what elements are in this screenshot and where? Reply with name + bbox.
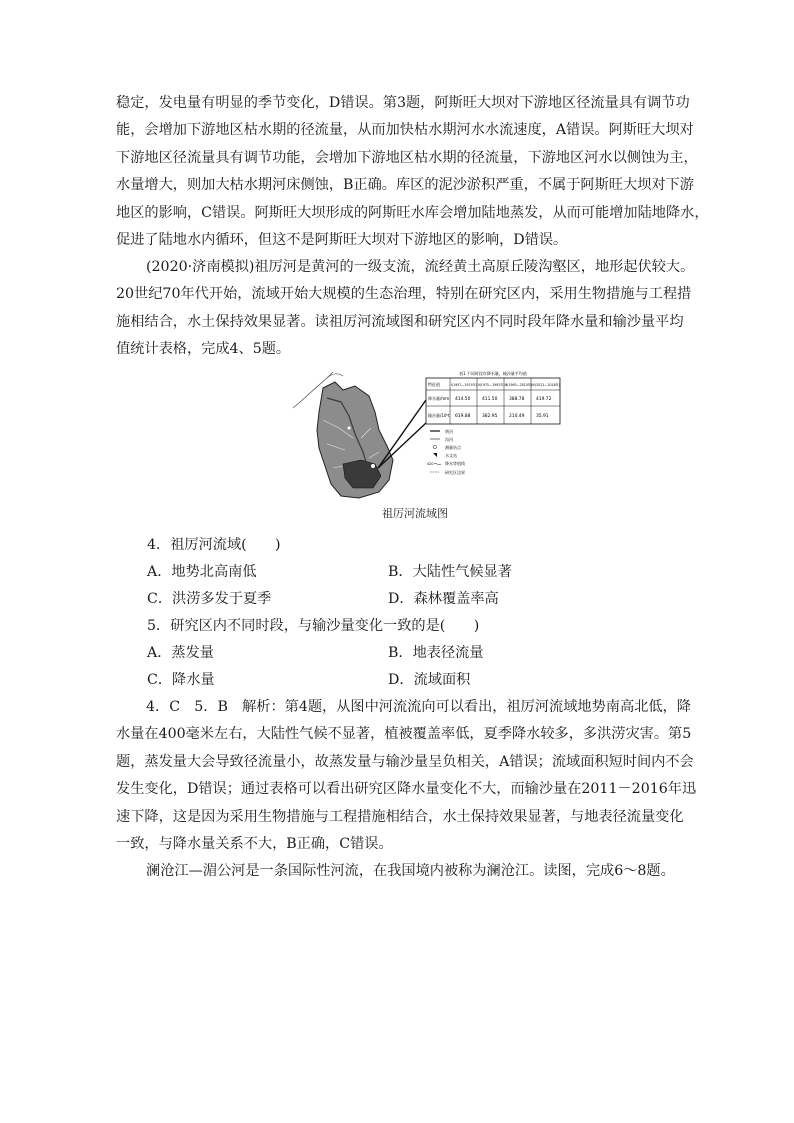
text-line: 4．C 5．B 解析：第4题，从图中河流流向可以看出，祖厉河流域地势南高北低，降 (146, 699, 691, 715)
legend-item: 沟河 (445, 437, 453, 442)
text-line: 一致，与降水量关系不大，B正确，C错误。 (116, 836, 393, 853)
text-line: (2020·济南模拟)祖厉河是黄河的一级支流，流经黄土高原丘陵沟壑区，地形起伏较大。 (146, 259, 695, 275)
question-intro-4-5 (116, 254, 695, 364)
table-cell: 210.49 (509, 414, 525, 419)
question-4-stem: 4．祖厉河流域( ) (147, 537, 281, 553)
table-cell: 619.88 (455, 414, 471, 419)
table-header-cell: Ⅱ(1975—1992年) (478, 383, 505, 387)
text-line: 20世纪70年代开始，流域开始大规模的生态治理，特别在研究区内，采用生物措施与工程措 (116, 286, 692, 303)
text-line: 施相结合，水土保持效果显著。读祖厉河流域图和研究区内不同时段年降水量和输沙量平均 (116, 313, 684, 330)
figure-caption: 祖厉河流域图 (382, 507, 448, 520)
q4-option-c[interactable]: C．洪涝多发于夏季 (147, 591, 272, 607)
table-title: 表1 不同时段年降水量、输沙量平均值 (459, 371, 527, 376)
text-line: 地区的影响，C错误。阿斯旺大坝形成的阿斯旺水库会增加陆地蒸发，从而可能增加陆地降水， (116, 204, 709, 221)
q4-option-d[interactable]: D．森林覆盖率高 (388, 591, 499, 607)
question-5-stem: 5．研究区内不同时段，与输沙量变化一致的是( ) (147, 618, 480, 634)
q5-option-c[interactable]: C．降水量 (147, 672, 215, 688)
table-row-label: 输沙量/10⁶t (428, 413, 450, 418)
table-header-cell: Ⅳ(2011—2016年) (532, 383, 561, 387)
question-intro-6-8 (116, 858, 682, 885)
legend-sample-value: 420 (427, 462, 434, 466)
text-line: 发生变化，D错误；通过表格可以看出研究区降水量变化不大，而输沙量在2011－2016年迅 (116, 781, 697, 798)
answer-explanation-q4-5 (116, 694, 697, 858)
q5-option-b[interactable]: B．地表径流量 (388, 645, 484, 661)
pointer-line (378, 400, 426, 468)
table-cell: 35.91 (536, 414, 549, 419)
table-cell: 388.78 (509, 397, 525, 402)
text-line: 澜沧江—湄公河是一条国际性河流，在我国境内被称为澜沧江。读图，完成6～8题。 (146, 863, 675, 879)
table-cell: 382.95 (482, 414, 498, 419)
text-line: 下游地区径流量具有调节功能，会增加下游地区枯水期的径流量，下游地区河水以侧蚀为主， (116, 149, 698, 166)
text-line: 题，蒸发量大会导致径流量小，故蒸发量与输沙量呈负相关，A错误；流域面积短时间内不会 (116, 753, 694, 770)
legend-item: 研究区边界 (445, 470, 465, 475)
table-header-cell: Ⅰ(1957—1974年) (451, 383, 478, 387)
table-cell: 414.50 (455, 397, 471, 402)
legend-item: 测量站点 (445, 445, 461, 450)
legend-item: 黄河 (445, 429, 453, 434)
q5-option-d[interactable]: D．流域面积 (388, 672, 471, 688)
text-line: 能，会增加下游地区枯水期的径流量，从而加快枯水期河水水流速度，A错误。阿斯旺大坝对 (116, 122, 694, 139)
legend-item: 降水等值线 (445, 461, 465, 466)
station-marker (371, 464, 375, 468)
text-line: 速下降，这是因为采用生物措施与工程措施相结合，水土保持效果显著，与地表径流量变化 (116, 808, 684, 825)
table-cell: 419.72 (536, 397, 552, 402)
zuli-river-basin-figure (283, 368, 563, 518)
answer-explanation-q3 (116, 90, 709, 254)
text-line: 稳定，发电量有明显的季节变化，D错误。第3题，阿斯旺大坝对下游地区径流量具有调节功 (116, 95, 690, 111)
q4-option-a[interactable]: A．地势北高南低 (147, 564, 257, 580)
q5-option-a[interactable]: A．蒸发量 (147, 645, 214, 661)
text-line: 值统计表格，完成4、5题。 (116, 341, 291, 358)
text-line: 促进了陆地水内循环，但这不是阿斯旺大坝对下游地区的影响，D错误。 (116, 232, 568, 249)
table-row-label: 降水量/mm (428, 396, 450, 401)
text-line: 水量在400毫米左右，大陆性气候不显著，植被覆盖率低，夏季降水较多，多洪涝灾害。第5 (116, 726, 692, 743)
river-line (327, 374, 343, 378)
table-header-cell: Ⅲ(1993—2010年) (505, 383, 533, 387)
basin-map (283, 368, 563, 508)
table-cell: 411.50 (482, 397, 498, 402)
q4-option-b[interactable]: B．大陆性气候显著 (388, 564, 512, 580)
table-header-cell: 特征值 (428, 382, 440, 387)
legend-item: 水文站 (445, 453, 457, 458)
station-marker (348, 427, 351, 430)
map-legend (427, 428, 465, 475)
text-line: 水量增大，则加大枯水期河床侧蚀，B正确。库区的泥沙淤积严重，不属于阿斯旺大坝对下游 (116, 177, 694, 194)
